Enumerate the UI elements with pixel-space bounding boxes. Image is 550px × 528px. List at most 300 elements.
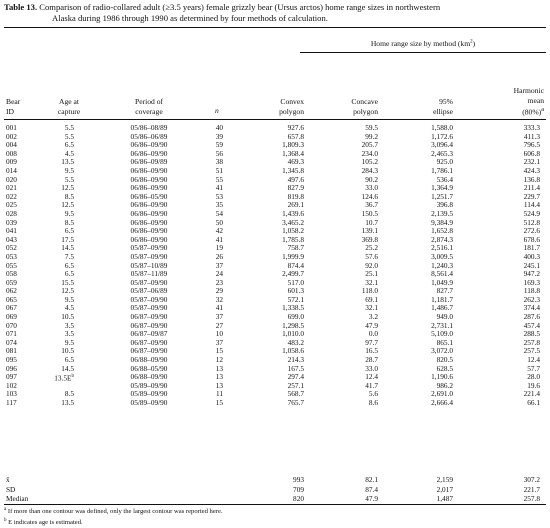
table-body <box>4 124 546 408</box>
bear-id-cell: 022 <box>6 191 17 201</box>
n-cell: 13 <box>215 372 223 382</box>
harmonic-mean-cell: 374.4 <box>523 303 540 313</box>
table-row <box>4 133 546 142</box>
concave-polygon-cell: 118.0 <box>361 286 378 296</box>
age-cell: 9.5 <box>64 165 74 175</box>
harmonic-mean-cell: 257.8 <box>523 494 540 503</box>
n-cell: 42 <box>215 226 223 236</box>
harmonic-mean-cell: 19.6 <box>527 380 540 390</box>
n-cell: 37 <box>215 312 223 322</box>
age-cell: 12.5 <box>61 200 74 210</box>
concave-polygon-cell: 90.2 <box>365 174 378 184</box>
ellipse-cell: 827.7 <box>436 286 453 296</box>
convex-polygon-cell: 483.2 <box>287 337 304 347</box>
harmonic-mean-cell: 606.8 <box>523 148 540 158</box>
bear-id-cell: 097 <box>6 372 17 382</box>
concave-polygon-cell: 57.6 <box>365 251 378 261</box>
ellipse-cell: 8,561.4 <box>431 269 453 279</box>
period-cell: 06/86–09/90 <box>130 200 168 210</box>
age-cell: 8.5 <box>64 217 74 227</box>
period-cell: 06/86–09/90 <box>130 165 168 175</box>
table-row <box>4 141 546 150</box>
table-row <box>4 150 546 159</box>
harmonic-mean-cell: 257.5 <box>523 346 540 356</box>
table-row <box>4 296 546 305</box>
n-cell: 38 <box>215 157 223 167</box>
concave-polygon-cell: 47.9 <box>365 494 378 503</box>
period-cell: 06/86–09/90 <box>130 148 168 158</box>
harmonic-mean-cell: 66.1 <box>527 398 540 407</box>
table-row <box>4 158 546 167</box>
table-row <box>4 373 546 382</box>
n-cell: 29 <box>215 286 223 296</box>
convex-polygon-cell: 1,058.6 <box>282 346 304 356</box>
bear-id-cell: 025 <box>6 200 17 210</box>
n-cell: 40 <box>215 123 223 132</box>
ellipse-cell: 2,159 <box>436 475 453 484</box>
table-row <box>4 210 546 219</box>
harmonic-mean-cell: 28.0 <box>527 372 540 382</box>
age-cell: 14.5 <box>61 363 74 373</box>
period-cell: 05/87–10/89 <box>130 260 168 270</box>
convex-polygon-cell: 297.4 <box>287 372 304 382</box>
ellipse-cell: 1,049.9 <box>431 277 453 287</box>
convex-polygon-cell: 469.3 <box>287 157 304 167</box>
footnote-a: $^a$ If more than one contour was defined, only the largest contour was reported here. <box>4 507 223 516</box>
col-header-concave: Concave polygon <box>351 97 378 116</box>
harmonic-mean-cell: 288.5 <box>523 329 540 339</box>
table-row <box>4 176 546 185</box>
harmonic-mean-cell: 457.4 <box>523 320 540 330</box>
harmonic-mean-cell: 169.3 <box>523 277 540 287</box>
age-cell: 6.5 <box>64 140 74 150</box>
period-cell: 05/87–06/89 <box>130 286 168 296</box>
table-row <box>4 124 546 133</box>
n-cell: 37 <box>215 337 223 347</box>
bear-id-cell: 062 <box>6 286 17 296</box>
summary-row <box>4 485 546 495</box>
harmonic-mean-cell: 257.8 <box>523 337 540 347</box>
harmonic-mean-cell: 181.7 <box>523 243 540 253</box>
age-cell: 10.5 <box>61 346 74 356</box>
bear-id-cell: 008 <box>6 148 17 158</box>
table-row <box>4 287 546 296</box>
concave-polygon-cell: 3.2 <box>368 312 378 322</box>
n-cell: 59 <box>215 140 223 150</box>
harmonic-mean-cell: 229.7 <box>523 191 540 201</box>
n-cell: 37 <box>215 260 223 270</box>
period-cell: 06/86–05/90 <box>130 191 168 201</box>
harmonic-mean-cell: 307.2 <box>523 475 540 484</box>
convex-polygon-cell: 1,345.8 <box>282 165 304 175</box>
harmonic-mean-cell: 512.8 <box>523 217 540 227</box>
table-row <box>4 193 546 202</box>
harmonic-mean-cell: 796.5 <box>523 140 540 150</box>
convex-polygon-cell: 3,465.2 <box>282 217 304 227</box>
concave-polygon-cell: 105.2 <box>361 157 378 167</box>
concave-polygon-cell: 25.2 <box>365 243 378 253</box>
n-cell: 24 <box>215 269 223 279</box>
n-cell: 41 <box>215 303 223 313</box>
period-cell: 06/88–09/90 <box>130 372 168 382</box>
n-cell: 12 <box>215 355 223 365</box>
ellipse-cell: 3,009.5 <box>431 251 453 261</box>
period-cell: 06/86–09/90 <box>130 174 168 184</box>
convex-polygon-cell: 568.7 <box>287 389 304 399</box>
concave-polygon-cell: 87.4 <box>365 484 378 494</box>
ellipse-cell: 3,072.0 <box>431 346 453 356</box>
concave-polygon-cell: 97.7 <box>365 337 378 347</box>
age-cell: 5.5 <box>64 123 74 132</box>
convex-polygon-cell: 601.3 <box>287 286 304 296</box>
bear-id-cell: 028 <box>6 208 17 218</box>
convex-polygon-cell: 257.1 <box>287 380 304 390</box>
bear-id-cell: 014 <box>6 165 17 175</box>
harmonic-mean-cell: 333.3 <box>523 123 540 132</box>
age-cell: 7.5 <box>64 251 74 261</box>
col-header-period: Period of coverage <box>134 97 164 116</box>
concave-polygon-cell: 69.1 <box>365 294 378 304</box>
age-cell: 6.5 <box>64 260 74 270</box>
bear-id-cell: 065 <box>6 294 17 304</box>
table-row <box>4 227 546 236</box>
age-cell: 6.5 <box>64 226 74 236</box>
concave-polygon-cell: 41.7 <box>365 380 378 390</box>
ellipse-cell: 865.1 <box>436 337 453 347</box>
age-cell: 4.5 <box>64 303 74 313</box>
age-cell: 17.5 <box>61 234 74 244</box>
period-cell: 06/87–09/90 <box>130 337 168 347</box>
table-row <box>4 219 546 228</box>
concave-polygon-cell: 28.7 <box>365 355 378 365</box>
concave-polygon-cell: 25.1 <box>365 269 378 279</box>
col-header-convex: Convex polygon <box>279 97 304 116</box>
ellipse-cell: 2,017 <box>436 484 453 494</box>
age-cell: 3.5 <box>64 329 74 339</box>
bear-id-cell: 070 <box>6 320 17 330</box>
harmonic-mean-cell: 12.4 <box>527 355 540 365</box>
bear-id-cell: 020 <box>6 174 17 184</box>
period-cell: 05/87–09/90 <box>130 243 168 253</box>
harmonic-mean-cell: 57.7 <box>527 363 540 373</box>
convex-polygon-cell: 1,010.0 <box>282 329 304 339</box>
period-cell: 06/87–09/90 <box>130 346 168 356</box>
summary-label: SD <box>6 484 16 494</box>
convex-polygon-cell: 699.0 <box>287 312 304 322</box>
ellipse-cell: 2,691.0 <box>431 389 453 399</box>
ellipse-cell: 1,190.6 <box>431 372 453 382</box>
harmonic-mean-cell: 114.4 <box>523 200 540 210</box>
age-cell: 13.5 <box>61 398 74 407</box>
table-row <box>4 365 546 374</box>
concave-polygon-cell: 82.1 <box>365 475 378 484</box>
caption-line-2: Alaska during 1986 through 1990 as determined by four methods of calculation. <box>52 13 328 23</box>
age-cell: 8.5 <box>64 389 74 399</box>
period-cell: 05/89–09/90 <box>130 380 168 390</box>
harmonic-mean-cell: 221.7 <box>523 484 540 494</box>
ellipse-cell: 2,731.1 <box>431 320 453 330</box>
convex-polygon-cell: 572.1 <box>287 294 304 304</box>
n-cell: 15 <box>215 346 223 356</box>
ellipse-cell: 1,240.3 <box>431 260 453 270</box>
age-cell: 5.5 <box>64 131 74 141</box>
concave-polygon-cell: 10.7 <box>365 217 378 227</box>
table-row <box>4 167 546 176</box>
top-rule <box>4 27 546 28</box>
harmonic-mean-cell: 411.3 <box>523 131 540 141</box>
harmonic-mean-cell: 524.9 <box>523 208 540 218</box>
header-bottom-rule <box>4 119 546 120</box>
ellipse-cell: 1,172.6 <box>431 131 453 141</box>
convex-polygon-cell: 1,785.8 <box>282 234 304 244</box>
age-cell: 9.5 <box>64 294 74 304</box>
bear-id-cell: 096 <box>6 363 17 373</box>
harmonic-mean-cell: 118.8 <box>523 286 540 296</box>
n-cell: 27 <box>215 320 223 330</box>
concave-polygon-cell: 16.5 <box>365 346 378 356</box>
ellipse-cell: 396.8 <box>436 200 453 210</box>
n-cell: 51 <box>215 165 223 175</box>
concave-polygon-cell: 99.2 <box>365 131 378 141</box>
period-cell: 06/86–09/90 <box>130 208 168 218</box>
harmonic-mean-cell: 221.4 <box>523 389 540 399</box>
col-header-age: Age at capture <box>57 97 81 116</box>
table-row <box>4 382 546 391</box>
table-row <box>4 322 546 331</box>
concave-polygon-cell: 205.7 <box>361 140 378 150</box>
n-cell: 54 <box>215 208 223 218</box>
ellipse-cell: 1,486.7 <box>431 303 453 313</box>
ellipse-cell: 3,096.4 <box>431 140 453 150</box>
convex-polygon-cell: 874.4 <box>287 260 304 270</box>
period-cell: 05/87–09/90 <box>130 277 168 287</box>
col-header-ellipse: 95% ellipse <box>433 97 453 116</box>
concave-polygon-cell: 32.1 <box>365 303 378 313</box>
ellipse-cell: 1,251.7 <box>431 191 453 201</box>
table-row <box>4 330 546 339</box>
table-row <box>4 270 546 279</box>
ellipse-cell: 536.4 <box>436 174 453 184</box>
age-cell: 14.5 <box>61 243 74 253</box>
bottom-rule <box>4 504 546 505</box>
n-cell: 35 <box>215 200 223 210</box>
convex-polygon-cell: 827.9 <box>287 183 304 193</box>
home-range-group-header: Home range size by method $(km^2)$ <box>370 39 476 48</box>
convex-polygon-cell: 1,368.4 <box>282 148 304 158</box>
n-cell: 55 <box>215 174 223 184</box>
summary-row <box>4 494 546 504</box>
harmonic-mean-cell: 136.8 <box>523 174 540 184</box>
period-cell: 05/87–09/90 <box>130 294 168 304</box>
summary-row <box>4 475 546 485</box>
table-row <box>4 253 546 262</box>
concave-polygon-cell: 139.1 <box>361 226 378 236</box>
concave-polygon-cell: 284.3 <box>361 165 378 175</box>
period-cell: 06/86–09/89 <box>130 157 168 167</box>
convex-polygon-cell: 1,058.2 <box>282 226 304 236</box>
bear-id-cell: 058 <box>6 269 17 279</box>
col-header-n: n <box>215 106 219 115</box>
ellipse-cell: 628.5 <box>436 363 453 373</box>
group-header-rule <box>300 52 546 53</box>
ellipse-cell: 2,874.3 <box>431 234 453 244</box>
concave-polygon-cell: 33.0 <box>365 183 378 193</box>
table-label: Table 13. <box>4 2 38 12</box>
period-cell: 05/89–09/90 <box>130 389 168 399</box>
age-cell: 12.5 <box>61 286 74 296</box>
convex-polygon-cell: 1,439.6 <box>282 208 304 218</box>
bear-id-cell: 002 <box>6 131 17 141</box>
n-cell: 56 <box>215 148 223 158</box>
table-row <box>4 244 546 253</box>
bear-id-cell: 071 <box>6 329 17 339</box>
convex-polygon-cell: 214.3 <box>287 355 304 365</box>
convex-polygon-cell: 927.6 <box>287 123 304 132</box>
bear-id-cell: 103 <box>6 389 17 399</box>
concave-polygon-cell: 8.6 <box>368 398 378 407</box>
period-cell: 05/87–09/90 <box>130 251 168 261</box>
n-cell: 26 <box>215 251 223 261</box>
n-cell: 39 <box>215 131 223 141</box>
n-cell: 50 <box>215 217 223 227</box>
bear-id-cell: 069 <box>6 312 17 322</box>
n-cell: 32 <box>215 294 223 304</box>
convex-polygon-cell: 820 <box>293 494 304 503</box>
concave-polygon-cell: 47.9 <box>365 320 378 330</box>
n-cell: 13 <box>215 380 223 390</box>
bear-id-cell: 117 <box>6 398 17 407</box>
age-cell: 6.5 <box>64 355 74 365</box>
concave-polygon-cell: 150.5 <box>361 208 378 218</box>
period-cell: 05/87–11/89 <box>130 269 168 279</box>
footnote-b: $^b$ E indicates age is estimated. <box>4 517 83 526</box>
ellipse-cell: 2,465.3 <box>431 148 453 158</box>
n-cell: 13 <box>215 363 223 373</box>
concave-polygon-cell: 32.1 <box>365 277 378 287</box>
concave-polygon-cell: 92.0 <box>365 260 378 270</box>
age-cell: 10.5 <box>61 312 74 322</box>
table-row <box>4 390 546 399</box>
n-cell: 15 <box>215 398 223 407</box>
bear-id-cell: 067 <box>6 303 17 313</box>
harmonic-mean-cell: 211.4 <box>523 183 540 193</box>
convex-polygon-cell: 269.1 <box>287 200 304 210</box>
col-header-bear-id: Bear ID <box>6 97 21 116</box>
convex-polygon-cell: 497.6 <box>287 174 304 184</box>
period-cell: 06/86–09/90 <box>130 140 168 150</box>
ellipse-cell: 2,516.1 <box>431 243 453 253</box>
ellipse-cell: 2,666.4 <box>431 398 453 407</box>
bear-id-cell: 004 <box>6 140 17 150</box>
age-cell: 5.5 <box>64 174 74 184</box>
concave-polygon-cell: 59.5 <box>365 123 378 132</box>
convex-polygon-cell: 993 <box>293 475 304 484</box>
table-row <box>4 347 546 356</box>
bear-id-cell: 102 <box>6 380 17 390</box>
convex-polygon-cell: 2,499.7 <box>282 269 304 279</box>
period-cell: 05/86–06/89 <box>130 131 168 141</box>
harmonic-mean-cell: 245.1 <box>523 260 540 270</box>
concave-polygon-cell: 234.0 <box>361 148 378 158</box>
ellipse-cell: 1,786.1 <box>431 165 453 175</box>
convex-polygon-cell: 1,809.3 <box>282 140 304 150</box>
n-cell: 23 <box>215 277 223 287</box>
n-cell: 41 <box>215 183 223 193</box>
age-cell: 9.5 <box>64 208 74 218</box>
ellipse-cell: 1,364.9 <box>431 183 453 193</box>
concave-polygon-cell: 369.8 <box>361 234 378 244</box>
bear-id-cell: 074 <box>6 337 17 347</box>
harmonic-mean-cell: 400.3 <box>523 251 540 261</box>
period-cell: 06/86–09/90 <box>130 226 168 236</box>
harmonic-mean-cell: 424.3 <box>523 165 540 175</box>
footnotes <box>4 506 546 528</box>
ellipse-cell: 5,109.0 <box>431 329 453 339</box>
summary-rows <box>4 475 546 504</box>
period-cell: 06/86–09/90 <box>130 234 168 244</box>
age-cell: 9.5 <box>64 337 74 347</box>
convex-polygon-cell: 167.5 <box>287 363 304 373</box>
concave-polygon-cell: 12.4 <box>365 372 378 382</box>
age-cell: 4.5 <box>64 148 74 158</box>
table-row <box>4 313 546 322</box>
age-cell: $13.5E^b$ <box>54 373 74 383</box>
convex-polygon-cell: 1,298.5 <box>282 320 304 330</box>
n-cell: 10 <box>215 329 223 339</box>
harmonic-mean-cell: 678.6 <box>523 234 540 244</box>
col-header-harmonic: Harmonic mean $(80\%)^a$ <box>513 86 544 117</box>
period-cell: 06/87–09/87 <box>130 329 168 339</box>
bear-id-cell: 095 <box>6 355 17 365</box>
convex-polygon-cell: 709 <box>293 484 304 494</box>
harmonic-mean-cell: 262.3 <box>523 294 540 304</box>
convex-polygon-cell: 1,999.9 <box>282 251 304 261</box>
table-row <box>4 304 546 313</box>
period-cell: 06/86–09/90 <box>130 217 168 227</box>
age-cell: 8.5 <box>64 191 74 201</box>
table-row <box>4 201 546 210</box>
bear-id-cell: 043 <box>6 234 17 244</box>
bear-id-cell: 052 <box>6 243 17 253</box>
bear-id-cell: 059 <box>6 277 17 287</box>
table-row <box>4 262 546 271</box>
concave-polygon-cell: 33.0 <box>365 363 378 373</box>
table-row <box>4 339 546 348</box>
convex-polygon-cell: 517.0 <box>287 277 304 287</box>
ellipse-cell: 2,139.5 <box>431 208 453 218</box>
ellipse-cell: 925.0 <box>436 157 453 167</box>
table-caption <box>4 2 546 24</box>
table-row <box>4 279 546 288</box>
ellipse-cell: 1,181.7 <box>431 294 453 304</box>
bear-id-cell: 039 <box>6 217 17 227</box>
period-cell: 05/89–09/90 <box>130 398 168 407</box>
n-cell: 11 <box>215 389 223 399</box>
concave-polygon-cell: 124.6 <box>361 191 378 201</box>
concave-polygon-cell: 0.0 <box>368 329 378 339</box>
table-row <box>4 399 546 408</box>
convex-polygon-cell: 1,338.5 <box>282 303 304 313</box>
ellipse-cell: 1,487 <box>436 494 453 503</box>
table-row <box>4 184 546 193</box>
convex-polygon-cell: 819.8 <box>287 191 304 201</box>
bear-id-cell: 009 <box>6 157 17 167</box>
bear-id-cell: 001 <box>6 123 17 132</box>
period-cell: 06/87–09/90 <box>130 312 168 322</box>
concave-polygon-cell: 36.7 <box>365 200 378 210</box>
harmonic-mean-cell: 272.6 <box>523 226 540 236</box>
table-row <box>4 356 546 365</box>
